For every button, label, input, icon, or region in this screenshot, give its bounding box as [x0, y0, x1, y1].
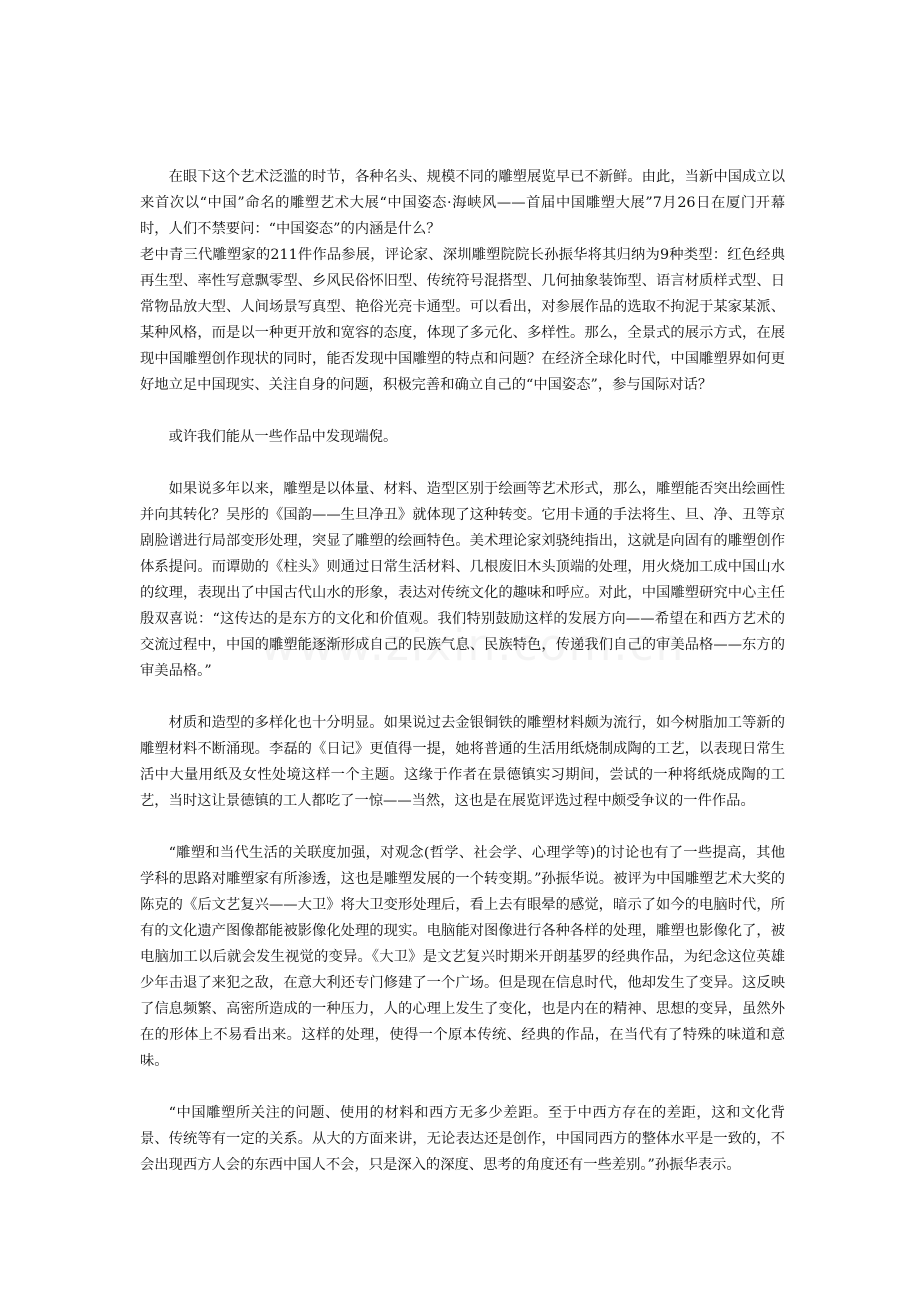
paragraph-spacer	[140, 684, 785, 710]
paragraph-spacer	[140, 1074, 785, 1100]
paragraph-clue: 或许我们能从一些作品中发现端倪。	[168, 429, 398, 445]
paragraph-spacer	[140, 398, 785, 424]
paragraph-conclusion: “中国雕塑所关注的问题、使用的材料和西方无多少差距。至于中西方存在的差距，这和文化背景、传统等有一定的关系。从大的方面来讲，无论表达还是创作，中国同西方的整体水平是一致的，不会出现西方人会的东西中国人不会，只是深入的深度、思考的角度还有一些差别。”孙振华表示。	[140, 1105, 785, 1173]
paragraph-painting: 如果说多年以来，雕塑是以体量、材料、造型区别于绘画等艺术形式，那么，雕塑能否突出绘画性并向其转化？吴彤的《国韵——生旦净丑》就体现了这种转变。它用卡通的手法将生、旦、净、丑等京剧脸谱进行局部变形处理，突显了雕塑的绘画特色。美术理论家刘骁纯指出，这就是向固有的雕塑创作体系提问。而谭勋的《柱头》则通过日常生活材料、几根废旧木头顶端的处理，用火烧加工成中国山水的纹理，表现出了中国古代山水的形象，表达对传统文化的趣味和呼应。对此，中国雕塑研究中心主任殷双喜说：“这传达的是东方的文化和价值观。我们特别鼓励这样的发展方向——希望在和西方艺术的交流过程中，中国的雕塑能逐渐形成自己的民族气息、民族特色，传递我们自己的审美品格——东方的审美品格。”	[140, 481, 785, 679]
paragraph-spacer	[140, 450, 785, 476]
paragraph-materials: 材质和造型的多样化也十分明显。如果说过去金银铜铁的雕塑材料颇为流行，如今树脂加工等新的雕塑材料不断涌现。李磊的《日记》更值得一提，她将普通的生活用纸烧制成陶的工艺，以表现日常生活中大量用纸及女性处境这样一个主题。这缘于作者在景德镇实习期间，尝试的一种将纸烧成陶的工艺，当时这让景德镇的工人都吃了一惊——当然，这也是在展览评选过程中颇受争议的一件作品。	[140, 715, 785, 809]
paragraph-categories: 老中青三代雕塑家的211件作品参展，评论家、深圳雕塑院院长孙振华将其归纳为9种类型：红色经典再生型、率性写意飘零型、乡风民俗怀旧型、传统符号混搭型、几何抽象装饰型、语言材质样式型、日常物品放大型、人间场景写真型、艳俗光亮卡通型。可以看出，对参展作品的选取不拘泥于某家某派、某种风格，而是以一种更开放和宽容的态度，体现了多元化、多样性。那么，全景式的展示方式，在展现中国雕塑创作现状的同时，能否发现中国雕塑的特点和问题？在经济全球化时代，中国雕塑界如何更好地立足中国现实、关注自身的问题，积极完善和确立自己的“中国姿态”，参与国际对话？	[140, 247, 785, 393]
document-body	[140, 164, 785, 1178]
paragraph-intro: 在眼下这个艺术泛滥的时节，各种名头、规模不同的雕塑展览早已不新鲜。由此，当新中国成立以来首次以“中国”命名的雕塑艺术大展“中国姿态·海峡风——首届中国雕塑大展”7月26日在厦门开幕时，人们不禁要问：“中国姿态”的内涵是什么？	[140, 169, 785, 237]
paragraph-spacer	[140, 814, 785, 840]
paragraph-david: “雕塑和当代生活的关联度加强，对观念(哲学、社会学、心理学等)的讨论也有了一些提高，其他学科的思路对雕塑家有所渗透，这也是雕塑发展的一个转变期。”孙振华说。被评为中国雕塑艺术大奖的陈克的《后文艺复兴——大卫》将大卫变形处理后，看上去有眼晕的感觉，暗示了如今的电脑时代，所有的文化遗产图像都能被影像化处理的现实。电脑能对图像进行各种各样的处理，雕塑也影像化了，被电脑加工以后就会发生视觉的变异。《大卫》是文艺复兴时期米开朗基罗的经典作品，为纪念这位英雄少年击退了来犯之敌，在意大利还专门修建了一个广场。但是现在信息时代，他却发生了变异。这反映了信息频繁、高密所造成的一种压力，人的心理上发生了变化，也是内在的精神、思想的变异，虽然外在的形体上不易看出来。这样的处理，使得一个原本传统、经典的作品，在当代有了特殊的味道和意味。	[140, 845, 785, 1069]
